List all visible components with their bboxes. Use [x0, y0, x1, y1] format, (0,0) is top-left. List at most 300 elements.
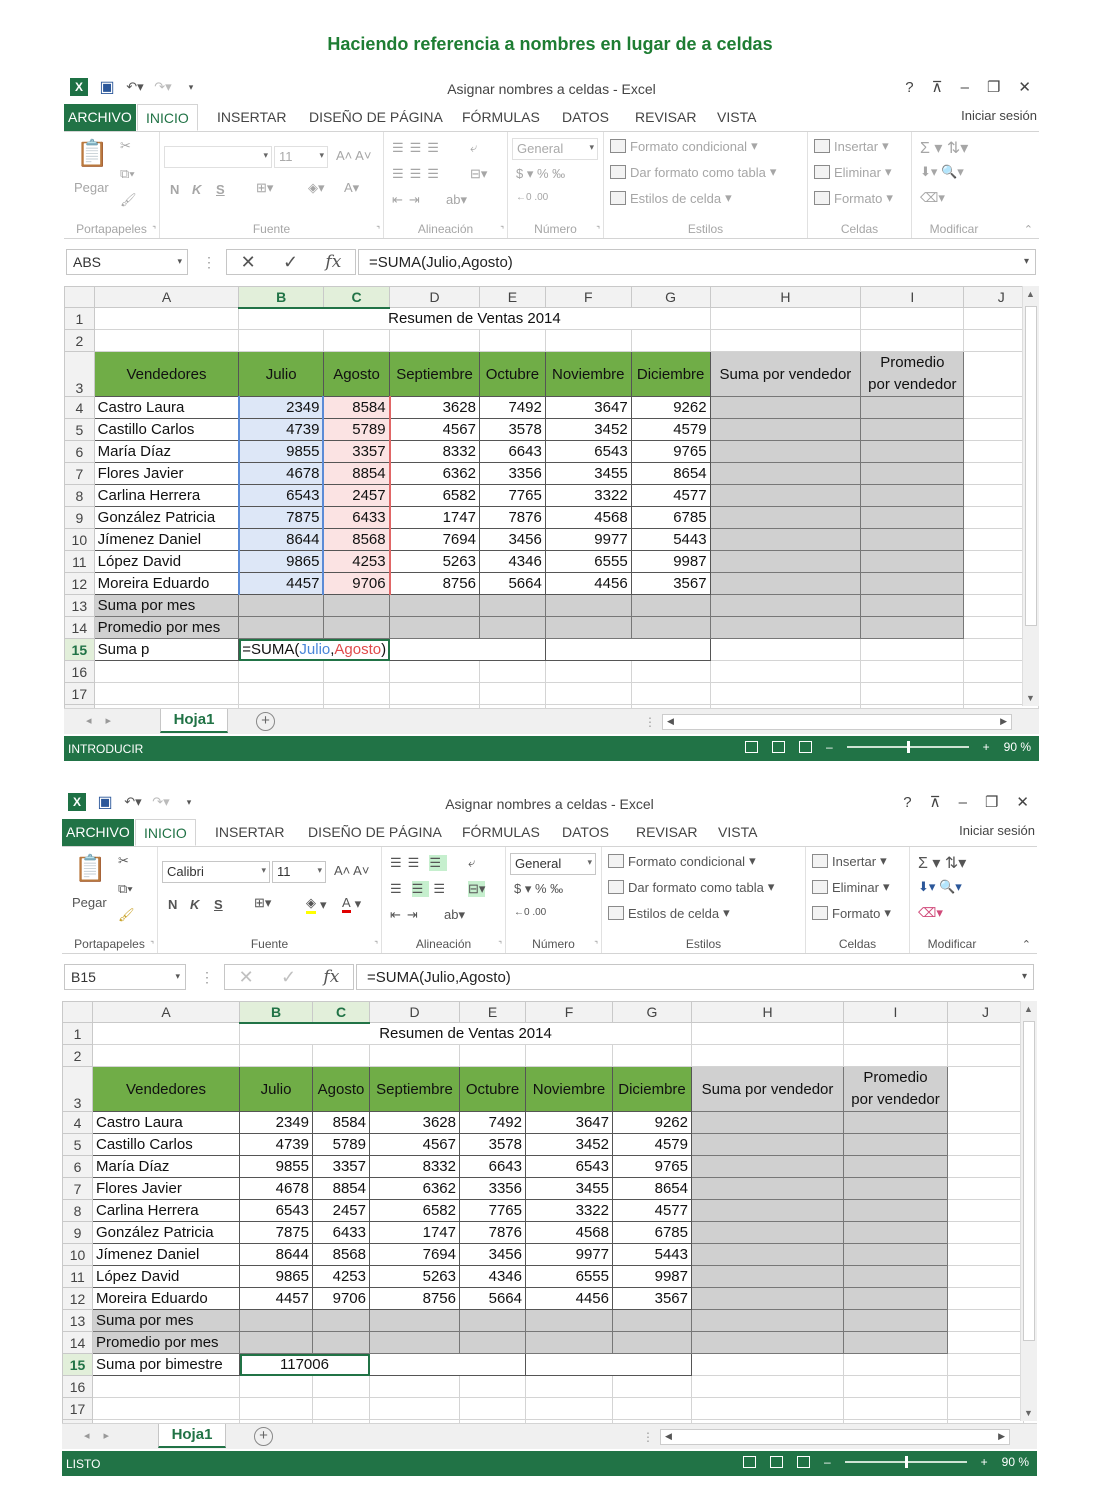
cell[interactable]	[323, 683, 389, 705]
value-cell[interactable]: 5664	[460, 1288, 526, 1310]
horizontal-align-icons[interactable]: ☰☰☰	[392, 166, 445, 181]
grow-font-icon[interactable]: A˄ A˅	[336, 148, 372, 163]
cell[interactable]	[948, 1134, 1024, 1156]
col-header-i[interactable]: I	[844, 1002, 948, 1023]
add-sheet-icon[interactable]: +	[254, 1427, 273, 1446]
conditional-format-button[interactable]: Formato condicional ▾	[608, 853, 756, 869]
cell[interactable]	[692, 1398, 844, 1420]
cell[interactable]	[239, 683, 324, 705]
suma-por-mes-label[interactable]: Suma por mes	[94, 595, 239, 617]
sheet-nav-arrows[interactable]: ◂▸	[86, 715, 126, 727]
cell[interactable]	[710, 419, 861, 441]
cell[interactable]	[93, 1045, 240, 1067]
currency-icon[interactable]: $ ▾ % ‰	[516, 166, 566, 181]
suma-bimestre-label[interactable]: Suma p	[94, 639, 239, 661]
header-diciembre[interactable]: Diciembre	[613, 1067, 692, 1112]
col-header-c[interactable]: C	[313, 1002, 370, 1023]
cell[interactable]	[692, 1134, 844, 1156]
font-color-icon[interactable]: A▾	[344, 180, 360, 195]
col-header-d[interactable]: D	[390, 287, 480, 308]
cell[interactable]	[370, 1354, 526, 1376]
cancel-icon[interactable]: ✕	[238, 966, 254, 987]
font-name-box[interactable]: Calibri ▾	[162, 861, 270, 883]
cell[interactable]	[948, 1354, 1024, 1376]
cell[interactable]	[479, 683, 545, 705]
cell[interactable]	[861, 308, 964, 330]
value-cell[interactable]: 9977	[545, 529, 631, 551]
fill-color-icon[interactable]: ◈▾	[308, 180, 325, 195]
cell[interactable]	[844, 1045, 948, 1067]
cell[interactable]	[545, 683, 631, 705]
cell[interactable]	[390, 661, 480, 683]
value-cell[interactable]: 3357	[323, 441, 389, 463]
autosum-icon[interactable]: Σ ▾ ⇅▾	[918, 855, 967, 872]
value-cell[interactable]: 4457	[239, 573, 324, 595]
header-septiembre[interactable]: Septiembre	[390, 352, 480, 397]
header-diciembre[interactable]: Diciembre	[631, 352, 710, 397]
cell[interactable]	[692, 1332, 844, 1354]
cell[interactable]	[844, 1178, 948, 1200]
delete-cells-button[interactable]: Eliminar ▾	[814, 164, 892, 180]
tab-archivo[interactable]: ARCHIVO	[62, 819, 134, 846]
value-cell[interactable]: 8654	[631, 463, 710, 485]
launcher-icon[interactable]: ⌝	[150, 940, 154, 949]
scroll-left-icon[interactable]: ◀	[665, 1431, 672, 1441]
value-cell[interactable]: 8568	[323, 529, 389, 551]
restore-icon[interactable]: ❐	[986, 79, 1001, 96]
value-cell[interactable]: 9706	[323, 573, 389, 595]
header-julio[interactable]: Julio	[239, 352, 324, 397]
col-header-e[interactable]: E	[479, 287, 545, 308]
cell[interactable]	[861, 419, 964, 441]
cell[interactable]	[844, 1156, 948, 1178]
tab-vista[interactable]: VISTA	[717, 109, 757, 125]
value-cell[interactable]: 3356	[479, 463, 545, 485]
cell[interactable]	[861, 573, 964, 595]
tab-insertar[interactable]: INSERTAR	[217, 109, 287, 125]
cell[interactable]	[545, 661, 631, 683]
cell[interactable]	[861, 617, 964, 639]
cell[interactable]	[861, 485, 964, 507]
tab-formulas[interactable]: FÓRMULAS	[462, 109, 540, 125]
insert-function-icon[interactable]: fx	[325, 252, 342, 272]
cell[interactable]	[239, 617, 324, 639]
header-agosto[interactable]: Agosto	[323, 352, 389, 397]
cell[interactable]	[692, 1376, 844, 1398]
page-break-view-icon[interactable]	[797, 1456, 810, 1468]
value-cell[interactable]: 6643	[479, 441, 545, 463]
cell[interactable]	[545, 595, 631, 617]
zoom-out-icon[interactable]: –	[823, 1455, 831, 1469]
cell[interactable]	[948, 1288, 1024, 1310]
orientation-icon[interactable]: ab▾	[444, 907, 465, 922]
cell[interactable]	[948, 1332, 1024, 1354]
cell[interactable]	[460, 1310, 526, 1332]
value-cell[interactable]: 9262	[613, 1112, 692, 1134]
cell[interactable]	[390, 617, 480, 639]
cell[interactable]	[370, 1398, 460, 1420]
normal-view-icon[interactable]	[743, 1456, 756, 1468]
value-cell[interactable]: 6582	[390, 485, 480, 507]
undo-icon[interactable]: ↶▾	[124, 794, 142, 809]
insert-cells-button[interactable]: Insertar ▾	[812, 853, 887, 869]
cell[interactable]	[479, 595, 545, 617]
header-noviembre[interactable]: Noviembre	[545, 352, 631, 397]
cell-styles-button[interactable]: Estilos de celda ▾	[610, 190, 732, 206]
tab-datos[interactable]: DATOS	[562, 109, 609, 125]
decimal-icons[interactable]: ←0 .00	[514, 907, 547, 918]
save-icon[interactable]: ▣	[99, 79, 115, 96]
cell[interactable]	[613, 1332, 692, 1354]
value-cell[interactable]: 4577	[613, 1200, 692, 1222]
cell[interactable]	[479, 661, 545, 683]
name-box[interactable]: ABS ▾	[66, 249, 188, 275]
value-cell[interactable]: 5443	[631, 529, 710, 551]
row-header[interactable]: 7	[63, 1178, 93, 1200]
cell[interactable]	[239, 661, 324, 683]
vendedor-cell[interactable]: Flores Javier	[93, 1178, 240, 1200]
zoom-out-icon[interactable]: –	[825, 740, 833, 754]
launcher-icon[interactable]: ⌝	[594, 940, 598, 949]
launcher-icon[interactable]: ⌝	[376, 225, 380, 234]
cell[interactable]	[94, 661, 239, 683]
cell[interactable]	[948, 1310, 1024, 1332]
vendedor-cell[interactable]: González Patricia	[93, 1222, 240, 1244]
value-cell[interactable]: 6433	[313, 1222, 370, 1244]
format-cells-button[interactable]: Formato ▾	[812, 905, 891, 921]
paste-label[interactable]: Pegar	[74, 180, 109, 195]
cell[interactable]	[692, 1200, 844, 1222]
col-header-i[interactable]: I	[861, 287, 964, 308]
tab-insertar[interactable]: INSERTAR	[215, 824, 285, 840]
font-size-box[interactable]: 11 ▾	[274, 146, 328, 168]
cell[interactable]	[861, 463, 964, 485]
cell[interactable]	[239, 330, 324, 352]
cell[interactable]	[370, 1376, 460, 1398]
italic-button[interactable]: K	[190, 897, 200, 912]
fill-icon[interactable]: ⬇▾ 🔍▾	[920, 164, 964, 179]
value-cell[interactable]: 4346	[460, 1266, 526, 1288]
cell[interactable]	[631, 595, 710, 617]
value-cell[interactable]: 6555	[526, 1266, 613, 1288]
insert-cells-button[interactable]: Insertar ▾	[814, 138, 889, 154]
cell[interactable]	[844, 1244, 948, 1266]
value-cell[interactable]: 2349	[240, 1112, 313, 1134]
page-layout-view-icon[interactable]	[770, 1456, 783, 1468]
value-cell[interactable]: 7694	[370, 1244, 460, 1266]
value-cell[interactable]: 8568	[313, 1244, 370, 1266]
cell[interactable]	[526, 1332, 613, 1354]
row-header[interactable]: 8	[63, 1200, 93, 1222]
sheet-title-cell[interactable]: Resumen de Ventas 2014	[239, 308, 710, 330]
close-icon[interactable]: ✕	[1018, 79, 1031, 96]
customize-qat-icon[interactable]: ▾	[186, 796, 192, 807]
sign-in-link[interactable]: Iniciar sesión	[961, 108, 1037, 123]
value-cell[interactable]: 4567	[390, 419, 480, 441]
decimal-icons[interactable]: ←0 .00	[516, 192, 549, 203]
cell[interactable]	[710, 661, 861, 683]
cell[interactable]	[948, 1045, 1024, 1067]
launcher-icon[interactable]: ⌝	[500, 225, 504, 234]
enter-icon[interactable]: ✓	[283, 251, 299, 272]
col-header-d[interactable]: D	[370, 1002, 460, 1023]
tab-archivo[interactable]: ARCHIVO	[64, 104, 136, 131]
scroll-up-icon[interactable]: ▲	[1026, 289, 1035, 299]
cell[interactable]	[861, 507, 964, 529]
value-cell[interactable]: 9987	[613, 1266, 692, 1288]
clear-icon[interactable]: ⌫▾	[918, 905, 943, 920]
cell[interactable]	[948, 1112, 1024, 1134]
header-vendedores[interactable]: Vendedores	[93, 1067, 240, 1112]
row-header[interactable]: 12	[63, 1288, 93, 1310]
value-cell[interactable]: 2457	[313, 1200, 370, 1222]
value-cell[interactable]: 3578	[460, 1134, 526, 1156]
cell[interactable]	[861, 595, 964, 617]
value-cell[interactable]: 8332	[370, 1156, 460, 1178]
redo-icon[interactable]: ↷▾	[152, 794, 170, 809]
bold-button[interactable]: N	[168, 897, 178, 912]
vertical-scrollbar[interactable]	[1020, 1001, 1037, 1421]
cell[interactable]	[313, 1045, 370, 1067]
value-cell[interactable]: 8854	[313, 1178, 370, 1200]
cell[interactable]	[240, 1310, 313, 1332]
cell[interactable]	[94, 330, 239, 352]
col-header-a[interactable]: A	[93, 1002, 240, 1023]
page-break-view-icon[interactable]	[799, 741, 812, 753]
row-header[interactable]: 17	[65, 683, 95, 705]
row-header[interactable]: 6	[65, 441, 95, 463]
fill-color-icon[interactable]: ◈ ▾	[306, 895, 327, 914]
sheet-tab-hoja1[interactable]: Hoja1	[158, 1424, 226, 1448]
value-cell[interactable]: 5263	[370, 1266, 460, 1288]
cell[interactable]	[545, 617, 631, 639]
cell[interactable]	[710, 639, 861, 661]
row-header[interactable]: 9	[65, 507, 95, 529]
value-cell[interactable]: 4456	[526, 1288, 613, 1310]
borders-icon[interactable]: ⊞▾	[254, 895, 272, 910]
undo-icon[interactable]: ↶▾	[126, 79, 144, 94]
value-cell[interactable]: 7765	[479, 485, 545, 507]
collapse-ribbon-icon[interactable]: ⌃	[1021, 939, 1031, 951]
value-cell[interactable]: 7876	[460, 1222, 526, 1244]
cell[interactable]	[323, 330, 389, 352]
value-cell[interactable]: 7875	[239, 507, 324, 529]
value-cell[interactable]: 9765	[631, 441, 710, 463]
launcher-icon[interactable]: ⌝	[152, 225, 156, 234]
value-cell[interactable]: 1747	[390, 507, 480, 529]
row-header[interactable]: 1	[63, 1023, 93, 1045]
header-promedio-vendedor[interactable]	[861, 352, 964, 397]
cell[interactable]	[948, 1200, 1024, 1222]
value-cell[interactable]: 5789	[323, 419, 389, 441]
value-cell[interactable]: 3456	[479, 529, 545, 551]
tab-revisar[interactable]: REVISAR	[635, 109, 697, 125]
enter-icon[interactable]: ✓	[281, 966, 297, 987]
cell[interactable]	[631, 330, 710, 352]
row-header[interactable]: 1	[65, 308, 95, 330]
cell[interactable]	[710, 441, 861, 463]
value-cell[interactable]: 9977	[526, 1244, 613, 1266]
cell[interactable]	[613, 1398, 692, 1420]
row-header[interactable]: 16	[65, 661, 95, 683]
vertical-align-icons[interactable]: ☰☰☰	[392, 140, 445, 155]
vendedor-cell[interactable]: Carlina Herrera	[93, 1200, 240, 1222]
value-cell[interactable]: 7694	[390, 529, 480, 551]
cell[interactable]	[631, 683, 710, 705]
vendedor-cell[interactable]: Jímenez Daniel	[94, 529, 239, 551]
tab-inicio[interactable]: INICIO	[135, 819, 196, 846]
cell[interactable]	[526, 1354, 692, 1376]
header-promedio-vendedor[interactable]	[844, 1067, 948, 1112]
cell[interactable]	[692, 1156, 844, 1178]
cell[interactable]	[240, 1376, 313, 1398]
cell[interactable]	[692, 1354, 844, 1376]
fill-icon[interactable]: ⬇▾ 🔍▾	[918, 879, 962, 894]
cell[interactable]	[94, 683, 239, 705]
cell[interactable]	[390, 683, 480, 705]
cell[interactable]	[844, 1332, 948, 1354]
col-header-j[interactable]: J	[948, 1002, 1024, 1023]
cell[interactable]	[710, 551, 861, 573]
vendedor-cell[interactable]: Castro Laura	[94, 397, 239, 419]
add-sheet-icon[interactable]: +	[256, 712, 275, 731]
value-cell[interactable]: 7765	[460, 1200, 526, 1222]
value-cell[interactable]: 9987	[631, 551, 710, 573]
paste-icon[interactable]: 📋	[74, 853, 107, 883]
scroll-thumb[interactable]	[1023, 1021, 1035, 1341]
col-header-h[interactable]: H	[692, 1002, 844, 1023]
tab-formulas[interactable]: FÓRMULAS	[462, 824, 540, 840]
cell[interactable]	[844, 1134, 948, 1156]
value-cell[interactable]: 7875	[240, 1222, 313, 1244]
underline-button[interactable]: S	[214, 897, 223, 912]
value-cell[interactable]: 4568	[545, 507, 631, 529]
bold-button[interactable]: N	[170, 182, 180, 197]
cell[interactable]	[613, 1310, 692, 1332]
value-cell[interactable]: 4568	[526, 1222, 613, 1244]
font-color-icon[interactable]: A ▾	[342, 895, 362, 911]
cell[interactable]	[313, 1398, 370, 1420]
row-header[interactable]: 2	[63, 1045, 93, 1067]
row-header[interactable]: 15	[63, 1354, 93, 1376]
customize-qat-icon[interactable]: ▾	[188, 81, 194, 92]
zoom-slider[interactable]	[847, 746, 969, 748]
cell[interactable]	[526, 1045, 613, 1067]
header-agosto[interactable]: Agosto	[313, 1067, 370, 1112]
value-cell[interactable]: 9865	[240, 1266, 313, 1288]
zoom-level[interactable]: 90 %	[1003, 740, 1031, 754]
cut-icon[interactable]: ✂	[120, 138, 131, 153]
cell[interactable]	[479, 617, 545, 639]
header-septiembre[interactable]: Septiembre	[370, 1067, 460, 1112]
vertical-align-icons[interactable]: ☰☰ ☰	[390, 855, 447, 870]
vendedor-cell[interactable]: Castillo Carlos	[94, 419, 239, 441]
cell-styles-button[interactable]: Estilos de celda ▾	[608, 905, 730, 921]
value-cell[interactable]: 7876	[479, 507, 545, 529]
format-painter-icon[interactable]: 🖌	[120, 192, 137, 207]
value-cell[interactable]: 9765	[613, 1156, 692, 1178]
cell[interactable]	[460, 1045, 526, 1067]
value-cell[interactable]: 8332	[390, 441, 480, 463]
value-cell[interactable]: 6785	[613, 1222, 692, 1244]
sign-in-link[interactable]: Iniciar sesión	[959, 823, 1035, 838]
zoom-knob[interactable]	[907, 741, 910, 753]
tab-diseno-pagina[interactable]: DISEÑO DE PÁGINA	[309, 109, 443, 125]
cell[interactable]	[313, 1376, 370, 1398]
cell[interactable]	[861, 683, 964, 705]
cell[interactable]	[526, 1376, 613, 1398]
row-header[interactable]: 13	[63, 1310, 93, 1332]
cell[interactable]	[844, 1266, 948, 1288]
minimize-icon[interactable]: –	[960, 78, 969, 96]
launcher-icon[interactable]: ⌝	[596, 225, 600, 234]
cell[interactable]	[613, 1376, 692, 1398]
select-all-corner[interactable]	[65, 287, 95, 308]
cell[interactable]	[545, 330, 631, 352]
promedio-por-mes-label[interactable]: Promedio por mes	[93, 1332, 240, 1354]
cell[interactable]	[948, 1266, 1024, 1288]
value-cell[interactable]: 6543	[545, 441, 631, 463]
value-cell[interactable]: 9855	[239, 441, 324, 463]
value-cell[interactable]: 8584	[313, 1112, 370, 1134]
cell[interactable]	[710, 330, 861, 352]
row-header[interactable]: 14	[63, 1332, 93, 1354]
value-cell[interactable]: 1747	[370, 1222, 460, 1244]
cell[interactable]	[240, 1045, 313, 1067]
cell[interactable]	[479, 330, 545, 352]
cell[interactable]	[844, 1023, 948, 1045]
zoom-level[interactable]: 90 %	[1001, 1455, 1029, 1469]
value-cell[interactable]: 8644	[239, 529, 324, 551]
close-icon[interactable]: ✕	[1016, 794, 1029, 811]
value-cell[interactable]: 3647	[526, 1112, 613, 1134]
row-header[interactable]: 10	[65, 529, 95, 551]
row-header[interactable]: 6	[63, 1156, 93, 1178]
cell[interactable]	[710, 463, 861, 485]
format-painter-icon[interactable]: 🖌	[118, 907, 135, 922]
value-cell[interactable]: 4739	[239, 419, 324, 441]
value-cell[interactable]: 8644	[240, 1244, 313, 1266]
italic-button[interactable]: K	[192, 182, 202, 197]
cell[interactable]	[844, 1112, 948, 1134]
cell[interactable]	[710, 397, 861, 419]
cell[interactable]	[239, 595, 324, 617]
cell[interactable]	[692, 1266, 844, 1288]
cell[interactable]	[844, 1288, 948, 1310]
cell[interactable]	[844, 1200, 948, 1222]
row-header[interactable]: 17	[63, 1398, 93, 1420]
cell[interactable]	[93, 1398, 240, 1420]
cell[interactable]	[692, 1112, 844, 1134]
ribbon-display-icon[interactable]: ⊼	[929, 794, 941, 811]
value-cell[interactable]: 4346	[479, 551, 545, 573]
row-header[interactable]: 12	[65, 573, 95, 595]
value-cell[interactable]: 6785	[631, 507, 710, 529]
value-cell[interactable]: 8854	[323, 463, 389, 485]
cell[interactable]	[240, 1332, 313, 1354]
vendedor-cell[interactable]: Castillo Carlos	[93, 1134, 240, 1156]
scroll-right-icon[interactable]: ▶	[1000, 716, 1007, 726]
cell[interactable]	[692, 1310, 844, 1332]
cell[interactable]	[710, 573, 861, 595]
horizontal-align-icons[interactable]: ☰ ☰ ☰	[390, 881, 451, 896]
restore-icon[interactable]: ❐	[984, 794, 999, 811]
merge-center-icon[interactable]: ⊟▾	[470, 166, 488, 181]
vendedor-cell[interactable]: María Díaz	[93, 1156, 240, 1178]
launcher-icon[interactable]: ⌝	[374, 940, 378, 949]
cell[interactable]	[323, 595, 389, 617]
cell[interactable]	[313, 1310, 370, 1332]
